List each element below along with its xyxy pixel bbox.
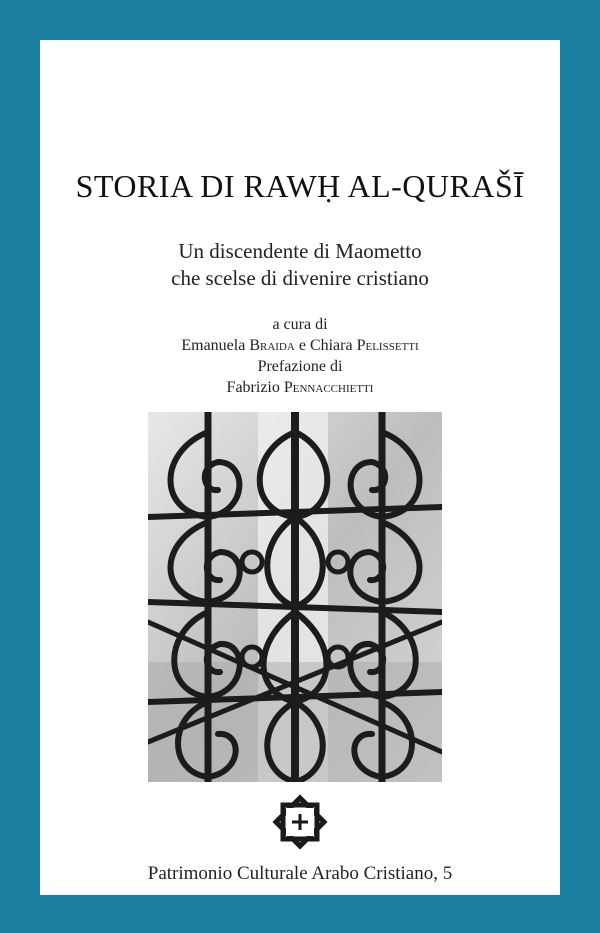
subtitle-line-2: che scelse di divenire cristiano — [171, 266, 429, 290]
subtitle-line-1: Un discendente di Maometto — [178, 239, 422, 263]
book-cover — [40, 40, 560, 895]
editor-1-first: Emanuela — [181, 337, 246, 354]
book-title: STORIA DI RAWḤ AL-QURAŠĪ — [75, 168, 525, 204]
preface-author-last: Pennacchietti — [283, 379, 374, 396]
preface-label: Prefazione di — [257, 358, 343, 375]
editor-2-last: Pelissetti — [356, 337, 419, 354]
book-subtitle — [40, 238, 560, 292]
editor-1-last: Braida — [249, 337, 295, 354]
curated-by-label: a cura di — [272, 316, 328, 333]
wrought-iron-gate-photo — [148, 412, 442, 782]
credits — [40, 314, 560, 398]
editors-conjunction: e — [298, 337, 306, 354]
preface-author-first: Fabrizio — [226, 379, 280, 396]
preface-author — [40, 377, 560, 398]
gate-illustration — [148, 412, 442, 782]
editor-2-first: Chiara — [309, 337, 353, 354]
star-cross-emblem-icon — [260, 790, 340, 854]
editors-line — [40, 335, 560, 356]
series-name: Patrimonio Culturale Arabo Cristiano, 5 — [147, 863, 453, 884]
